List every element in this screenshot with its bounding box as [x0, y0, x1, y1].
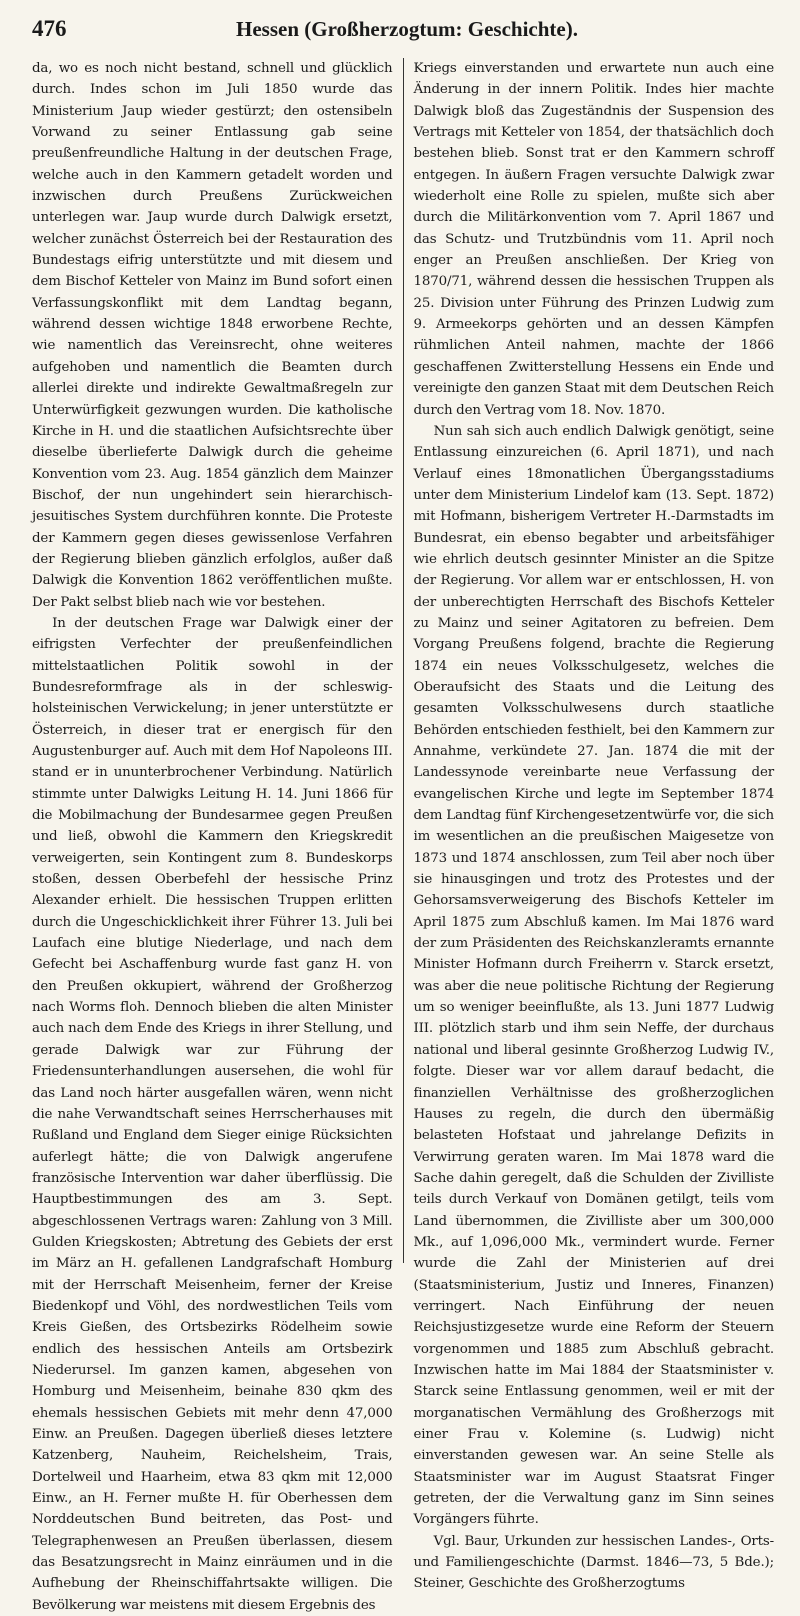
paragraph: Nun sah sich auch endlich Dalwigk genötigt, seine Entlassung einzureichen (6. April 1871), und nach Verlauf eines 18monatlichen Übergangsstadiums unter dem Ministerium Lindelof kam (13. Sept. 1872) mit Hofmann, bisherigem Vertreter H.-Darmstadts im Bundesrat, ein ebenso begabter und arbeitsfähiger wie ehrlich deutsch gesinnter Minister an die Spitze der Regierung. Vor allem war er entschlossen, H. von der unberechtigten Herrschaft des Bischofs Ketteler zu Mainz und seiner Agitatoren zu befreien. Dem Vorgang Preußens folgend, brachte die Regierung 1874 ein neues Volksschulgesetz, welches die Oberaufsicht des Staats und die Leitung des gesamten Volksschulwesens durch staatliche Behörden entschieden festhielt, bei den Kammern zur Annahme, verkündete 27. Jan. 1874 die mit der Landessynode vereinbarte neue Verfassung der evangelischen Kirche und legte im September 1874 dem Landtag fünf Kirchengesetzentwürfe vor, die sich im wesentlichen an die preußischen Maigesetze von 1873 und 1874 anschlossen, zum Teil aber noch über sie hinausgingen und trotz des Protestes und der Gehorsamsverweigerung des Bischofs Ketteler im April 1875 zum Abschluß kamen. Im Mai 1876 ward der zum Präsidenten des Reichskanzleramts ernannte Minister Hofmann durch Freiherrn v. Starck ersetzt, was aber die neue politische Richtung der Regierung um so weniger beeinflußte, als 13. Juni 1877 Ludwig III. plötzlich starb und ihm sein Neffe, der durchaus national und liberal gesinnte Großherzog Ludwig IV., folgte. Dieser war vor allem darauf bedacht, die finanziellen Verhältnisse des großherzoglichen Hauses zu regeln, die durch den übermäßig belasteten Hofstaat und jahrelange Defizits in Verwirrung geraten waren. Im Mai 1878 ward die Sache dahin geregelt, daß die Schulden der Zivilliste teils durch Verkauf von Domänen getilgt, teils vom Land übernommen, die Zivilliste aber um 300,000 Mk., auf 1,096,000 Mk., vermindert wurde. Ferner wurde die Zahl der Ministerien auf drei (Staatsministerium, Justiz und Inneres, Finanzen) verringert. Nach Einführung der neuen Reichsjustizgesetze wurde eine Reform der Steuern vorgenommen und 1885 zum Abschluß gebracht. Inzwischen hatte im Mai 1884 der Staatsminister v. Starck seine Entlassung genommen, weil er mit der morganatischen Vermählung des Großherzogs mit einer Frau v. Kolemine (s. Ludwig) nicht einverstanden gewesen war. An seine Stelle als Staatsminister war im August Staatsrat Finger getreten, der die Verwaltung ganz im Sinn seines Vorgängers führte. — [413, 423, 774, 1528]
paragraph: In der deutschen Frage war Dalwigk einer der eifrigsten Verfechter der preußenfeindlichen mittelstaatlichen Politik sowohl in der Bundesreformfrage als in der schleswig-holsteinischen Verwickelung; in jener unterstützte er Österreich, in dieser trat er energisch für den Augustenburger auf. Auch mit dem Hof Napoleons III. stand er in ununterbrochener Verbindung. Natürlich stimmte unter Dalwigks Leitung H. 14. Juni 1866 für die Mobilmachung der Bundesarmee gegen Preußen und ließ, obwohl die Kammern den Kriegskredit verweigerten, sein Kontingent zum 8. Bundeskorps stoßen, dessen Oberbefehl der hessische Prinz Alexander erhielt. Die hessischen Truppen erlitten durch die Ungeschicklichkeit ihrer Führer 13. Juli bei Laufach eine blutige Niederlage, und nach dem Gefecht bei Aschaffenburg wurde fast ganz H. von den Preußen okkupiert, während der Großherzog nach Worms floh. Dennoch blieben die alten Minister auch nach dem Ende des Kriegs in ihrer Stellung, und gerade Dalwigk war zur Führung der Friedensunterhandlungen ausersehen, die wohl für das Land noch härter ausgefallen wären, wenn nicht die nahe Verwandtschaft seines Herrscherhauses mit Rußland und England dem Sieger einige Rücksichten auferlegt hätte; die von Dalwigk angerufene französische Intervention war daher überflüssig. Die Hauptbestimmungen des am 3. Sept. abgeschlossenen Vertrags waren: Zahlung von 3 Mill. Gulden Kriegskosten; Abtretung des Gebiets der erst im März an H. gefallenen Landgrafschaft Homburg mit der Herrschaft Meisenheim, ferner der Kreise Biedenkopf und Vöhl, des nordwestlichen Teils vom Kreis Gießen, des Ortsbezirks Rödelheim sowie endlich des hessischen Anteils am Ortsbezirk Niederursel. Im ganzen kamen, abgesehen von Homburg und Meisenheim, beinahe 830 qkm des ehemals hessischen Gebiets mit mehr denn 47,000 Einw. an Preußen. Dagegen überließ dieses letztere Katzenberg, Nauheim, Reichelsheim, Trais, Dortelweil und Haarheim, etwa 83 qkm mit 12,000 Einw., an H. Ferner mußte H. für Oberhessen dem Norddeutschen Bund beitreten, das Post- und Telegraphenwesen an Preußen überlassen, diesem das Besatzungsrecht in Mainz einräumen und in die Aufhebung der Rheinschiffahrtsakte willigen. Die Bevölkerung war meistens mit diesem Ergebnis des — [32, 615, 393, 1613]
page-number: 476 — [32, 16, 67, 41]
left-column — [32, 58, 403, 1613]
running-head: Hessen (Großherzogtum: Geschichte). — [236, 17, 578, 41]
right-column — [403, 58, 775, 1592]
text-columns — [32, 58, 774, 1613]
bibliography-paragraph: Vgl. Baur, Urkunden zur hessischen Landes-, Orts- und Familiengeschichte (Darmst. 1846—73, 5 Bde.); Steiner, Geschichte des Großherzogtums — [413, 1533, 774, 1592]
paragraph: da, wo es noch nicht bestand, schnell und glücklich durch. Indes schon im Juli 1850 wurde das Ministerium Jaup wieder gestürzt; den ostensibeln Vorwand zu seiner Entlassung gab seine preußenfreundliche Haltung in der deutschen Frage, welche auch in den Kammern getadelt worden und inzwischen durch Preußens Zurückweichen unterlegen war. Jaup wurde durch Dalwigk ersetzt, welcher zunächst Österreich bei der Restauration des Bundestags eifrig unterstützte und mit diesem und dem Bischof Ketteler von Mainz im Bund sofort einen Verfassungskonflikt mit dem Landtag begann, während dessen wichtige 1848 erworbene Rechte, wie namentlich das Vereinsrecht, ohne weiteres aufgehoben und namentlich die Beamten durch allerlei direkte und indirekte Gewaltmaßregeln zur Unterwürfigkeit gezwungen wurden. Die katholische Kirche in H. und die staatlichen Aufsichtsrechte über dieselbe überlieferte Dalwigk durch die geheime Konvention vom 23. Aug. 1854 gänzlich dem Mainzer Bischof, der nun ungehindert sein hierarchisch-jesuitisches System durchführen konnte. Die Proteste der Kammern gegen dieses gewissenlose Verfahren der Regierung blieben gänzlich erfolglos, außer daß Dalwigk die Konvention 1862 veröffentlichen mußte. Der Pakt selbst blieb nach wie vor bestehen. — [32, 61, 393, 610]
page-header — [32, 16, 772, 50]
paragraph: Kriegs einverstanden und erwartete nun auch eine Änderung in der innern Politik. Indes hier machte Dalwigk bloß das Zugeständnis der Suspension des Vertrags mit Ketteler von 1854, der thatsächlich doch bestehen blieb. Sonst trat er den Kammern schroff entgegen. In äußern Fragen versuchte Dalwigk zwar wiederholt eine Rolle zu spielen, mußte sich aber durch die Militärkonvention vom 7. April 1867 und das Schutz- und Trutzbündnis vom 11. April noch enger an Preußen anschließen. Der Krieg von 1870/71, während dessen die hessischen Truppen als 25. Division unter Führung des Prinzen Ludwig zum 9. Armeekorps gehörten und an dessen Kämpfen rühmlichen Anteil nahmen, machte der 1866 geschaffenen Zwitterstellung Hessens ein Ende und vereinigte den ganzen Staat mit dem Deutschen Reich durch den Vertrag vom 18. Nov. 1870. — [413, 61, 774, 418]
